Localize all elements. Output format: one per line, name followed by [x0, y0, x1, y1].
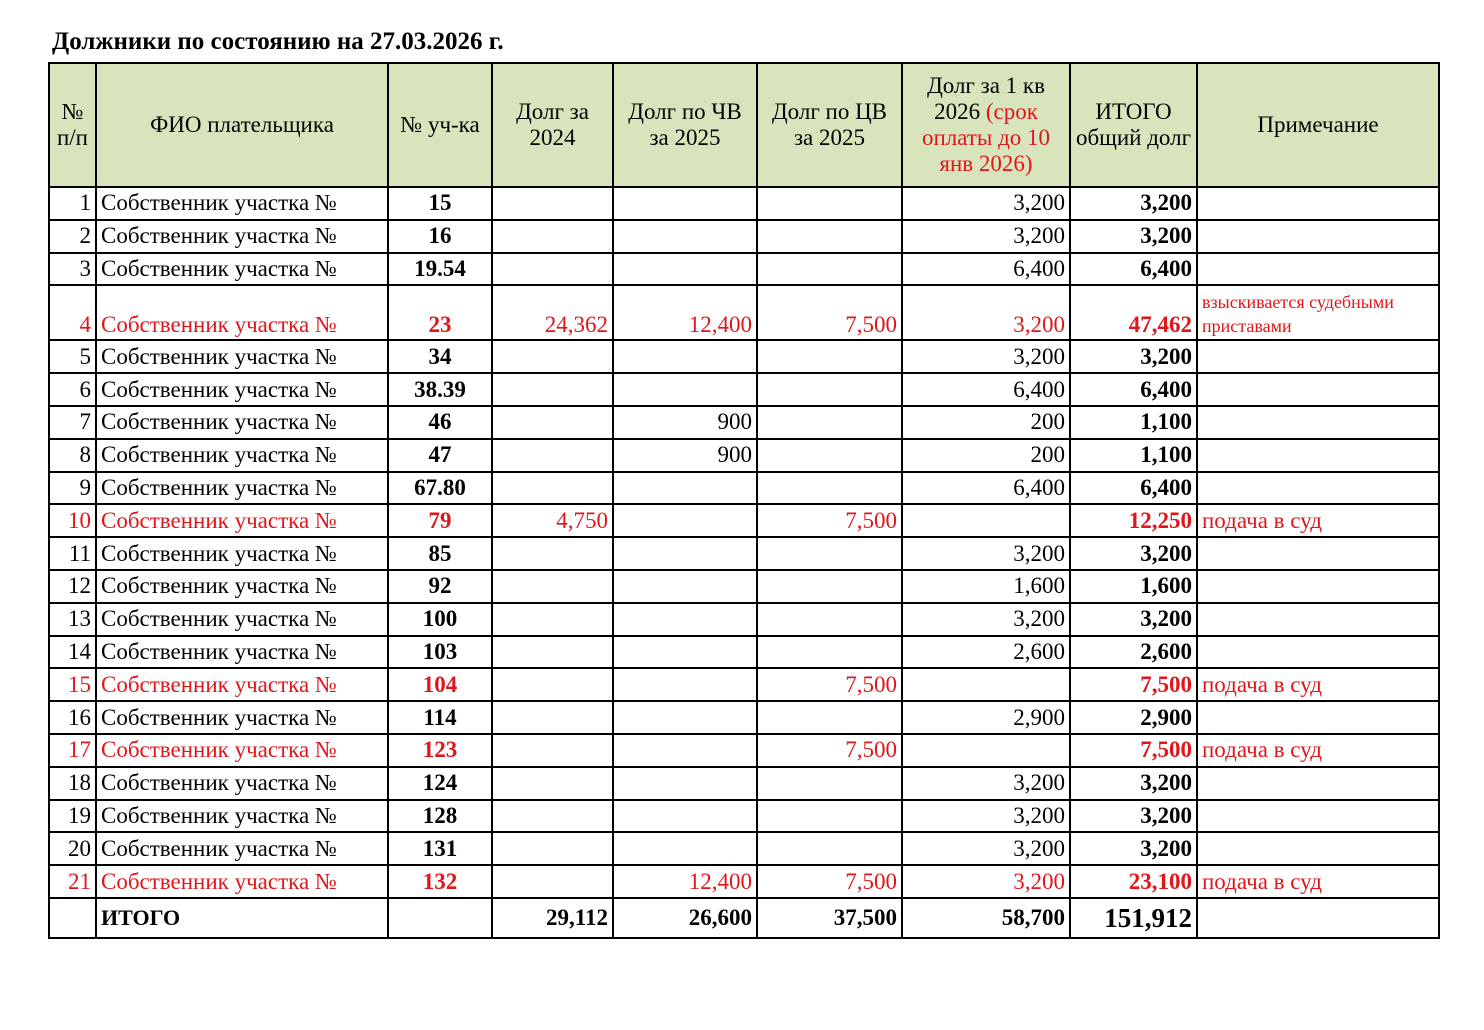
- row-payer: Собственник участка №: [96, 668, 388, 701]
- row-debt-2024: [492, 767, 613, 800]
- row-note: [1197, 187, 1439, 220]
- row-debt-cv-2025: [757, 570, 902, 603]
- table-row: [49, 603, 1439, 636]
- row-debt-cv-2025: 7,500: [757, 285, 902, 340]
- row-payer: Собственник участка №: [96, 701, 388, 734]
- row-payer: Собственник участка №: [96, 865, 388, 898]
- table-row: [49, 504, 1439, 537]
- row-debt-q1-2026: 3,200: [902, 865, 1070, 898]
- row-total: 1,100: [1070, 439, 1197, 472]
- header-fio: ФИО плательщика: [96, 63, 388, 187]
- totals-plot: [388, 898, 492, 938]
- row-debt-2024: [492, 373, 613, 406]
- row-debt-q1-2026: 1,600: [902, 570, 1070, 603]
- row-payer: Собственник участка №: [96, 504, 388, 537]
- header-row: [49, 63, 1439, 187]
- row-debt-2024: [492, 570, 613, 603]
- row-num: 21: [49, 865, 96, 898]
- row-num: 5: [49, 340, 96, 373]
- row-debt-cv-2025: 7,500: [757, 865, 902, 898]
- row-plot-number: 23: [388, 285, 492, 340]
- row-debt-2024: [492, 472, 613, 505]
- row-debt-chv-2025: [613, 373, 757, 406]
- row-debt-2024: [492, 668, 613, 701]
- row-debt-q1-2026: 6,400: [902, 373, 1070, 406]
- row-note: взыскивается судебными приставами: [1197, 285, 1439, 340]
- row-debt-cv-2025: [757, 832, 902, 865]
- row-debt-cv-2025: [757, 220, 902, 253]
- row-payer: Собственник участка №: [96, 603, 388, 636]
- row-debt-q1-2026: 200: [902, 439, 1070, 472]
- row-num: 14: [49, 636, 96, 669]
- row-num: 13: [49, 603, 96, 636]
- table-row: [49, 767, 1439, 800]
- table-row: [49, 668, 1439, 701]
- row-total: 6,400: [1070, 472, 1197, 505]
- row-payer: Собственник участка №: [96, 406, 388, 439]
- row-note: [1197, 472, 1439, 505]
- row-debt-2024: [492, 701, 613, 734]
- row-payer: Собственник участка №: [96, 800, 388, 833]
- table-row: [49, 220, 1439, 253]
- row-debt-q1-2026: 200: [902, 406, 1070, 439]
- row-plot-number: 123: [388, 734, 492, 767]
- row-debt-q1-2026: 3,200: [902, 340, 1070, 373]
- row-payer: Собственник участка №: [96, 373, 388, 406]
- row-plot-number: 34: [388, 340, 492, 373]
- table-body: [49, 187, 1439, 898]
- row-note: [1197, 537, 1439, 570]
- row-payer: Собственник участка №: [96, 340, 388, 373]
- row-debt-chv-2025: 900: [613, 439, 757, 472]
- row-debt-2024: [492, 865, 613, 898]
- header-note: Примечание: [1197, 63, 1439, 187]
- row-num: 19: [49, 800, 96, 833]
- table-row: [49, 373, 1439, 406]
- row-debt-2024: 4,750: [492, 504, 613, 537]
- row-note: [1197, 439, 1439, 472]
- table-row: [49, 800, 1439, 833]
- row-total: 2,600: [1070, 636, 1197, 669]
- row-plot-number: 79: [388, 504, 492, 537]
- row-debt-cv-2025: 7,500: [757, 504, 902, 537]
- totals-debt-2024: 29,112: [492, 898, 613, 938]
- totals-debt-q1-2026: 58,700: [902, 898, 1070, 938]
- row-payer: Собственник участка №: [96, 253, 388, 286]
- row-note: [1197, 800, 1439, 833]
- row-total: 3,200: [1070, 832, 1197, 865]
- row-debt-chv-2025: 12,400: [613, 285, 757, 340]
- row-payer: Собственник участка №: [96, 285, 388, 340]
- row-num: 2: [49, 220, 96, 253]
- row-total: 2,900: [1070, 701, 1197, 734]
- row-note: подача в суд: [1197, 504, 1439, 537]
- row-num: 16: [49, 701, 96, 734]
- row-debt-chv-2025: 900: [613, 406, 757, 439]
- row-plot-number: 92: [388, 570, 492, 603]
- row-debt-q1-2026: 6,400: [902, 472, 1070, 505]
- row-num: 1: [49, 187, 96, 220]
- row-debt-q1-2026: 3,200: [902, 800, 1070, 833]
- row-num: 12: [49, 570, 96, 603]
- row-note: подача в суд: [1197, 734, 1439, 767]
- row-total: 3,200: [1070, 767, 1197, 800]
- row-debt-chv-2025: [613, 537, 757, 570]
- row-total: 3,200: [1070, 187, 1197, 220]
- row-num: 4: [49, 285, 96, 340]
- row-debt-2024: [492, 800, 613, 833]
- row-debt-cv-2025: [757, 406, 902, 439]
- totals-num: [49, 898, 96, 938]
- row-plot-number: 85: [388, 537, 492, 570]
- row-debt-2024: [492, 537, 613, 570]
- row-debt-chv-2025: [613, 800, 757, 833]
- row-debt-2024: [492, 439, 613, 472]
- debtors-table: [48, 62, 1440, 939]
- row-debt-chv-2025: [613, 472, 757, 505]
- row-total: 23,100: [1070, 865, 1197, 898]
- row-plot-number: 131: [388, 832, 492, 865]
- row-debt-q1-2026: 3,200: [902, 220, 1070, 253]
- row-total: 6,400: [1070, 373, 1197, 406]
- row-debt-2024: [492, 636, 613, 669]
- table-row: [49, 636, 1439, 669]
- row-note: [1197, 570, 1439, 603]
- table-row: [49, 340, 1439, 373]
- row-num: 17: [49, 734, 96, 767]
- header-debt-q1-2026-main: Долг за 1 кв 2026: [927, 73, 1045, 124]
- row-plot-number: 46: [388, 406, 492, 439]
- row-debt-cv-2025: 7,500: [757, 734, 902, 767]
- row-debt-2024: [492, 340, 613, 373]
- row-plot-number: 124: [388, 767, 492, 800]
- row-payer: Собственник участка №: [96, 767, 388, 800]
- totals-total: 151,912: [1070, 898, 1197, 938]
- row-plot-number: 104: [388, 668, 492, 701]
- row-debt-chv-2025: [613, 668, 757, 701]
- table-row: [49, 439, 1439, 472]
- row-debt-2024: [492, 603, 613, 636]
- row-num: 18: [49, 767, 96, 800]
- row-debt-chv-2025: [613, 220, 757, 253]
- row-debt-q1-2026: 3,200: [902, 285, 1070, 340]
- row-total: 6,400: [1070, 253, 1197, 286]
- row-debt-chv-2025: [613, 253, 757, 286]
- header-debt-2024: Долг за 2024: [492, 63, 613, 187]
- row-debt-cv-2025: [757, 340, 902, 373]
- row-plot-number: 132: [388, 865, 492, 898]
- row-plot-number: 19.54: [388, 253, 492, 286]
- row-total: 3,200: [1070, 800, 1197, 833]
- row-debt-chv-2025: [613, 603, 757, 636]
- row-debt-chv-2025: 12,400: [613, 865, 757, 898]
- row-total: 3,200: [1070, 340, 1197, 373]
- row-debt-cv-2025: [757, 767, 902, 800]
- row-total: 3,200: [1070, 537, 1197, 570]
- row-total: 12,250: [1070, 504, 1197, 537]
- header-plot: № уч-ка: [388, 63, 492, 187]
- row-num: 11: [49, 537, 96, 570]
- row-total: 1,100: [1070, 406, 1197, 439]
- row-debt-q1-2026: 3,200: [902, 603, 1070, 636]
- row-total: 47,462: [1070, 285, 1197, 340]
- table-row: [49, 570, 1439, 603]
- table-row: [49, 253, 1439, 286]
- header-debt-q1-2026-deadline: (срок оплаты до 10 янв 2026): [921, 99, 1051, 176]
- row-plot-number: 16: [388, 220, 492, 253]
- row-payer: Собственник участка №: [96, 832, 388, 865]
- row-note: [1197, 701, 1439, 734]
- row-debt-q1-2026: 6,400: [902, 253, 1070, 286]
- row-payer: Собственник участка №: [96, 636, 388, 669]
- row-payer: Собственник участка №: [96, 734, 388, 767]
- row-debt-chv-2025: [613, 767, 757, 800]
- row-plot-number: 128: [388, 800, 492, 833]
- row-num: 7: [49, 406, 96, 439]
- page-title: Должники по состоянию на 27.03.2026 г.: [52, 28, 504, 55]
- header-num: № п/п: [49, 63, 96, 187]
- table-row: [49, 865, 1439, 898]
- row-total: 3,200: [1070, 603, 1197, 636]
- row-debt-cv-2025: [757, 187, 902, 220]
- row-note: [1197, 406, 1439, 439]
- row-debt-chv-2025: [613, 340, 757, 373]
- totals-debt-chv-2025: 26,600: [613, 898, 757, 938]
- row-debt-2024: [492, 734, 613, 767]
- row-plot-number: 103: [388, 636, 492, 669]
- table-row: [49, 406, 1439, 439]
- table-row: [49, 537, 1439, 570]
- row-note: [1197, 340, 1439, 373]
- row-total: 7,500: [1070, 734, 1197, 767]
- row-note: подача в суд: [1197, 865, 1439, 898]
- row-note: [1197, 767, 1439, 800]
- row-debt-chv-2025: [613, 187, 757, 220]
- row-debt-cv-2025: [757, 373, 902, 406]
- row-debt-2024: [492, 253, 613, 286]
- row-debt-cv-2025: [757, 636, 902, 669]
- row-debt-q1-2026: [902, 734, 1070, 767]
- row-debt-q1-2026: 2,600: [902, 636, 1070, 669]
- totals-debt-cv-2025: 37,500: [757, 898, 902, 938]
- row-debt-cv-2025: [757, 253, 902, 286]
- row-plot-number: 100: [388, 603, 492, 636]
- row-debt-2024: [492, 187, 613, 220]
- row-total: 7,500: [1070, 668, 1197, 701]
- row-payer: Собственник участка №: [96, 570, 388, 603]
- row-num: 8: [49, 439, 96, 472]
- row-debt-cv-2025: [757, 603, 902, 636]
- row-plot-number: 15: [388, 187, 492, 220]
- row-debt-cv-2025: [757, 439, 902, 472]
- row-num: 9: [49, 472, 96, 505]
- row-debt-q1-2026: 3,200: [902, 832, 1070, 865]
- row-note: [1197, 253, 1439, 286]
- row-debt-chv-2025: [613, 570, 757, 603]
- header-total: ИТОГО общий долг: [1070, 63, 1197, 187]
- row-debt-chv-2025: [613, 832, 757, 865]
- row-debt-q1-2026: 3,200: [902, 187, 1070, 220]
- row-note: подача в суд: [1197, 668, 1439, 701]
- row-total: 3,200: [1070, 220, 1197, 253]
- table-row: [49, 832, 1439, 865]
- row-plot-number: 47: [388, 439, 492, 472]
- row-note: [1197, 220, 1439, 253]
- row-num: 6: [49, 373, 96, 406]
- row-total: 1,600: [1070, 570, 1197, 603]
- row-debt-2024: [492, 832, 613, 865]
- row-note: [1197, 636, 1439, 669]
- row-num: 10: [49, 504, 96, 537]
- row-debt-cv-2025: 7,500: [757, 668, 902, 701]
- row-debt-q1-2026: [902, 504, 1070, 537]
- row-debt-cv-2025: [757, 472, 902, 505]
- row-debt-q1-2026: 3,200: [902, 767, 1070, 800]
- totals-row: [49, 898, 1439, 938]
- row-debt-cv-2025: [757, 800, 902, 833]
- row-payer: Собственник участка №: [96, 537, 388, 570]
- row-plot-number: 67.80: [388, 472, 492, 505]
- totals-note: [1197, 898, 1439, 938]
- row-num: 3: [49, 253, 96, 286]
- header-debt-cv-2025: Долг по ЦВ за 2025: [757, 63, 902, 187]
- row-payer: Собственник участка №: [96, 220, 388, 253]
- row-debt-2024: [492, 220, 613, 253]
- row-plot-number: 38.39: [388, 373, 492, 406]
- row-num: 15: [49, 668, 96, 701]
- row-payer: Собственник участка №: [96, 187, 388, 220]
- row-debt-chv-2025: [613, 636, 757, 669]
- row-note: [1197, 373, 1439, 406]
- row-note: [1197, 832, 1439, 865]
- table-row: [49, 734, 1439, 767]
- row-num: 20: [49, 832, 96, 865]
- row-debt-chv-2025: [613, 734, 757, 767]
- table-row: [49, 187, 1439, 220]
- row-debt-q1-2026: 2,900: [902, 701, 1070, 734]
- row-debt-2024: [492, 406, 613, 439]
- row-debt-chv-2025: [613, 701, 757, 734]
- row-note: [1197, 603, 1439, 636]
- row-debt-chv-2025: [613, 504, 757, 537]
- row-debt-cv-2025: [757, 701, 902, 734]
- row-plot-number: 114: [388, 701, 492, 734]
- header-debt-chv-2025: Долг по ЧВ за 2025: [613, 63, 757, 187]
- row-debt-2024: 24,362: [492, 285, 613, 340]
- totals-label: ИТОГО: [96, 898, 388, 938]
- row-debt-cv-2025: [757, 537, 902, 570]
- row-payer: Собственник участка №: [96, 472, 388, 505]
- row-debt-q1-2026: 3,200: [902, 537, 1070, 570]
- table-row: [49, 472, 1439, 505]
- row-payer: Собственник участка №: [96, 439, 388, 472]
- header-debt-q1-2026: [902, 63, 1070, 187]
- row-debt-q1-2026: [902, 668, 1070, 701]
- table-row: [49, 701, 1439, 734]
- table-row: [49, 285, 1439, 340]
